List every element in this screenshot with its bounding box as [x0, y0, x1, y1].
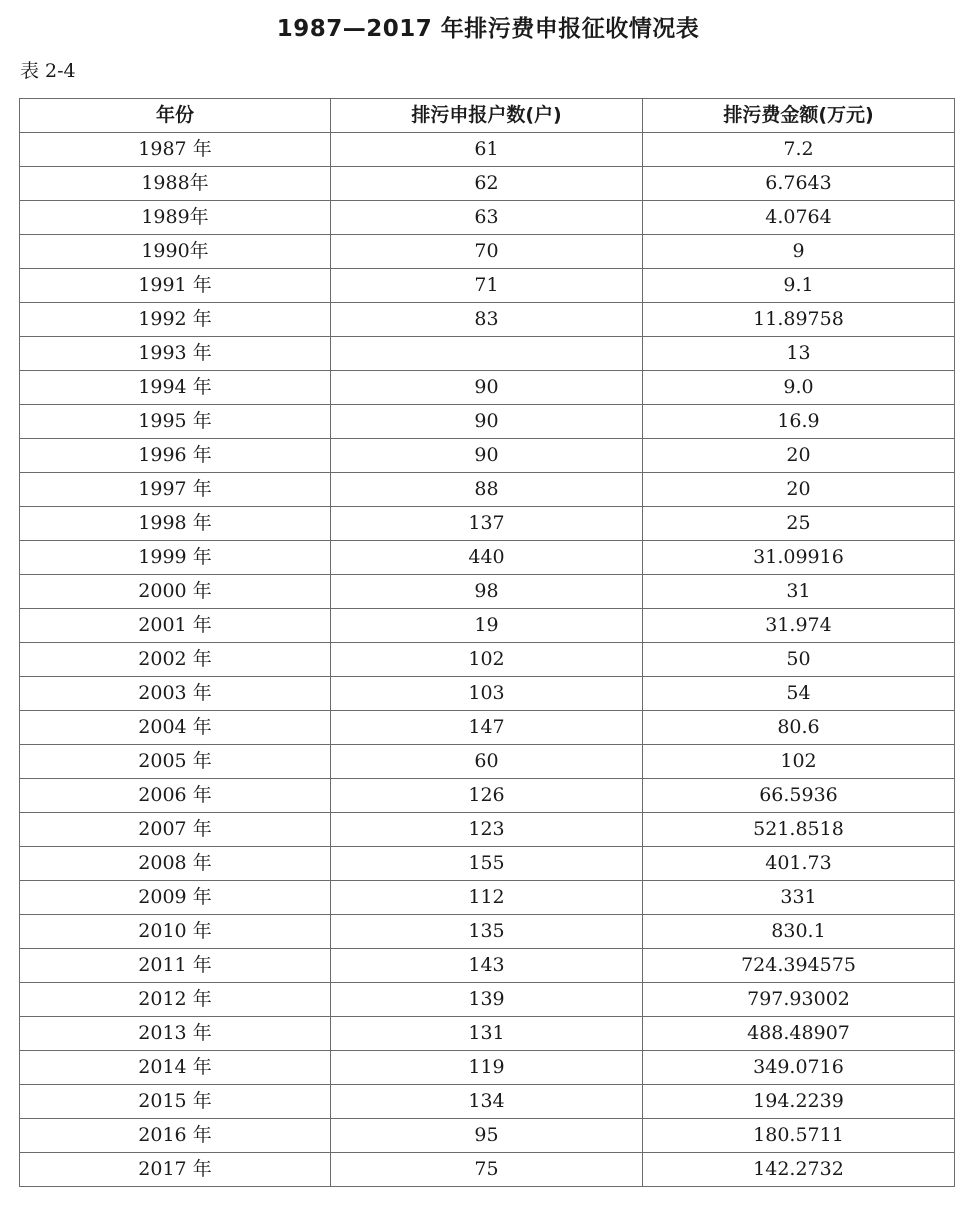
table-row — [20, 745, 955, 779]
cell-fee-amount: 11.89758 — [643, 303, 955, 337]
cell-fee-amount: 194.2239 — [643, 1085, 955, 1119]
table-row — [20, 881, 955, 915]
table-row — [20, 133, 955, 167]
cell-year: 1996 年 — [20, 439, 331, 473]
cell-declared-households: 60 — [331, 745, 643, 779]
cell-fee-amount: 488.48907 — [643, 1017, 955, 1051]
cell-fee-amount: 31.974 — [643, 609, 955, 643]
table-row — [20, 473, 955, 507]
cell-declared-households: 143 — [331, 949, 643, 983]
cell-fee-amount: 830.1 — [643, 915, 955, 949]
cell-year: 2001 年 — [20, 609, 331, 643]
table-row — [20, 915, 955, 949]
cell-year: 2015 年 — [20, 1085, 331, 1119]
table-row — [20, 677, 955, 711]
table-row — [20, 439, 955, 473]
cell-year: 2014 年 — [20, 1051, 331, 1085]
cell-year: 1991 年 — [20, 269, 331, 303]
cell-year: 1989年 — [20, 201, 331, 235]
table-row — [20, 575, 955, 609]
cell-declared-households: 103 — [331, 677, 643, 711]
cell-declared-households: 90 — [331, 439, 643, 473]
cell-fee-amount: 54 — [643, 677, 955, 711]
cell-year: 2012 年 — [20, 983, 331, 1017]
table-row — [20, 983, 955, 1017]
cell-declared-households: 112 — [331, 881, 643, 915]
cell-declared-households: 62 — [331, 167, 643, 201]
table-row — [20, 813, 955, 847]
cell-declared-households: 155 — [331, 847, 643, 881]
cell-declared-households: 88 — [331, 473, 643, 507]
cell-fee-amount: 9.1 — [643, 269, 955, 303]
cell-year: 1995 年 — [20, 405, 331, 439]
cell-declared-households: 119 — [331, 1051, 643, 1085]
table-row — [20, 1119, 955, 1153]
table-row — [20, 303, 955, 337]
cell-fee-amount: 9 — [643, 235, 955, 269]
table-row — [20, 371, 955, 405]
cell-declared-households: 123 — [331, 813, 643, 847]
cell-year: 1990年 — [20, 235, 331, 269]
table-row — [20, 269, 955, 303]
header-declared-households: 排污申报户数(户) — [331, 99, 643, 133]
table-row — [20, 949, 955, 983]
cell-declared-households: 440 — [331, 541, 643, 575]
cell-fee-amount: 31 — [643, 575, 955, 609]
cell-fee-amount: 20 — [643, 439, 955, 473]
table-row — [20, 235, 955, 269]
table-row — [20, 711, 955, 745]
table-row — [20, 167, 955, 201]
cell-fee-amount: 66.5936 — [643, 779, 955, 813]
cell-year: 1993 年 — [20, 337, 331, 371]
table-row — [20, 507, 955, 541]
table-row — [20, 1051, 955, 1085]
cell-fee-amount: 521.8518 — [643, 813, 955, 847]
header-year: 年份 — [20, 99, 331, 133]
cell-fee-amount: 16.9 — [643, 405, 955, 439]
cell-declared-households: 131 — [331, 1017, 643, 1051]
cell-fee-amount: 331 — [643, 881, 955, 915]
cell-declared-households: 83 — [331, 303, 643, 337]
cell-declared-households: 70 — [331, 235, 643, 269]
cell-declared-households: 126 — [331, 779, 643, 813]
table-caption: 表 2-4 — [20, 60, 76, 82]
cell-declared-households: 61 — [331, 133, 643, 167]
cell-year: 2005 年 — [20, 745, 331, 779]
cell-year: 1997 年 — [20, 473, 331, 507]
cell-year: 2011 年 — [20, 949, 331, 983]
table-row — [20, 847, 955, 881]
cell-fee-amount: 4.0764 — [643, 201, 955, 235]
cell-year: 2007 年 — [20, 813, 331, 847]
cell-year: 2006 年 — [20, 779, 331, 813]
table-row — [20, 1153, 955, 1187]
cell-year: 2004 年 — [20, 711, 331, 745]
cell-declared-households: 90 — [331, 371, 643, 405]
table-header-row — [20, 99, 955, 133]
cell-fee-amount: 401.73 — [643, 847, 955, 881]
cell-declared-households: 63 — [331, 201, 643, 235]
cell-fee-amount: 180.5711 — [643, 1119, 955, 1153]
document-title: 1987—2017 年排污费申报征收情况表 — [276, 16, 700, 42]
cell-declared-households: 135 — [331, 915, 643, 949]
pollution-fee-table — [19, 98, 955, 1187]
cell-fee-amount: 13 — [643, 337, 955, 371]
table-body — [20, 133, 955, 1187]
cell-fee-amount: 31.09916 — [643, 541, 955, 575]
cell-declared-households: 71 — [331, 269, 643, 303]
cell-fee-amount: 102 — [643, 745, 955, 779]
cell-declared-households — [331, 337, 643, 371]
table-row — [20, 201, 955, 235]
cell-fee-amount: 724.394575 — [643, 949, 955, 983]
cell-year: 1998 年 — [20, 507, 331, 541]
cell-declared-households: 139 — [331, 983, 643, 1017]
table-row — [20, 779, 955, 813]
cell-declared-households: 90 — [331, 405, 643, 439]
cell-year: 2003 年 — [20, 677, 331, 711]
cell-year: 2013 年 — [20, 1017, 331, 1051]
cell-year: 1999 年 — [20, 541, 331, 575]
cell-declared-households: 102 — [331, 643, 643, 677]
cell-year: 2010 年 — [20, 915, 331, 949]
table-row — [20, 609, 955, 643]
cell-declared-households: 98 — [331, 575, 643, 609]
cell-fee-amount: 20 — [643, 473, 955, 507]
cell-year: 1994 年 — [20, 371, 331, 405]
table-row — [20, 405, 955, 439]
cell-year: 2008 年 — [20, 847, 331, 881]
table-row — [20, 1085, 955, 1119]
cell-year: 2009 年 — [20, 881, 331, 915]
cell-declared-households: 147 — [331, 711, 643, 745]
cell-declared-households: 19 — [331, 609, 643, 643]
table-row — [20, 643, 955, 677]
cell-fee-amount: 50 — [643, 643, 955, 677]
cell-year: 2002 年 — [20, 643, 331, 677]
cell-fee-amount: 6.7643 — [643, 167, 955, 201]
table-row — [20, 337, 955, 371]
cell-year: 1988年 — [20, 167, 331, 201]
cell-fee-amount: 80.6 — [643, 711, 955, 745]
table-row — [20, 541, 955, 575]
table-row — [20, 1017, 955, 1051]
cell-year: 2016 年 — [20, 1119, 331, 1153]
cell-declared-households: 137 — [331, 507, 643, 541]
cell-fee-amount: 25 — [643, 507, 955, 541]
cell-fee-amount: 9.0 — [643, 371, 955, 405]
cell-fee-amount: 7.2 — [643, 133, 955, 167]
cell-year: 2000 年 — [20, 575, 331, 609]
cell-fee-amount: 142.2732 — [643, 1153, 955, 1187]
cell-fee-amount: 797.93002 — [643, 983, 955, 1017]
cell-year: 1992 年 — [20, 303, 331, 337]
cell-declared-households: 95 — [331, 1119, 643, 1153]
header-fee-amount: 排污费金额(万元) — [643, 99, 955, 133]
cell-fee-amount: 349.0716 — [643, 1051, 955, 1085]
cell-year: 1987 年 — [20, 133, 331, 167]
cell-declared-households: 134 — [331, 1085, 643, 1119]
cell-declared-households: 75 — [331, 1153, 643, 1187]
cell-year: 2017 年 — [20, 1153, 331, 1187]
